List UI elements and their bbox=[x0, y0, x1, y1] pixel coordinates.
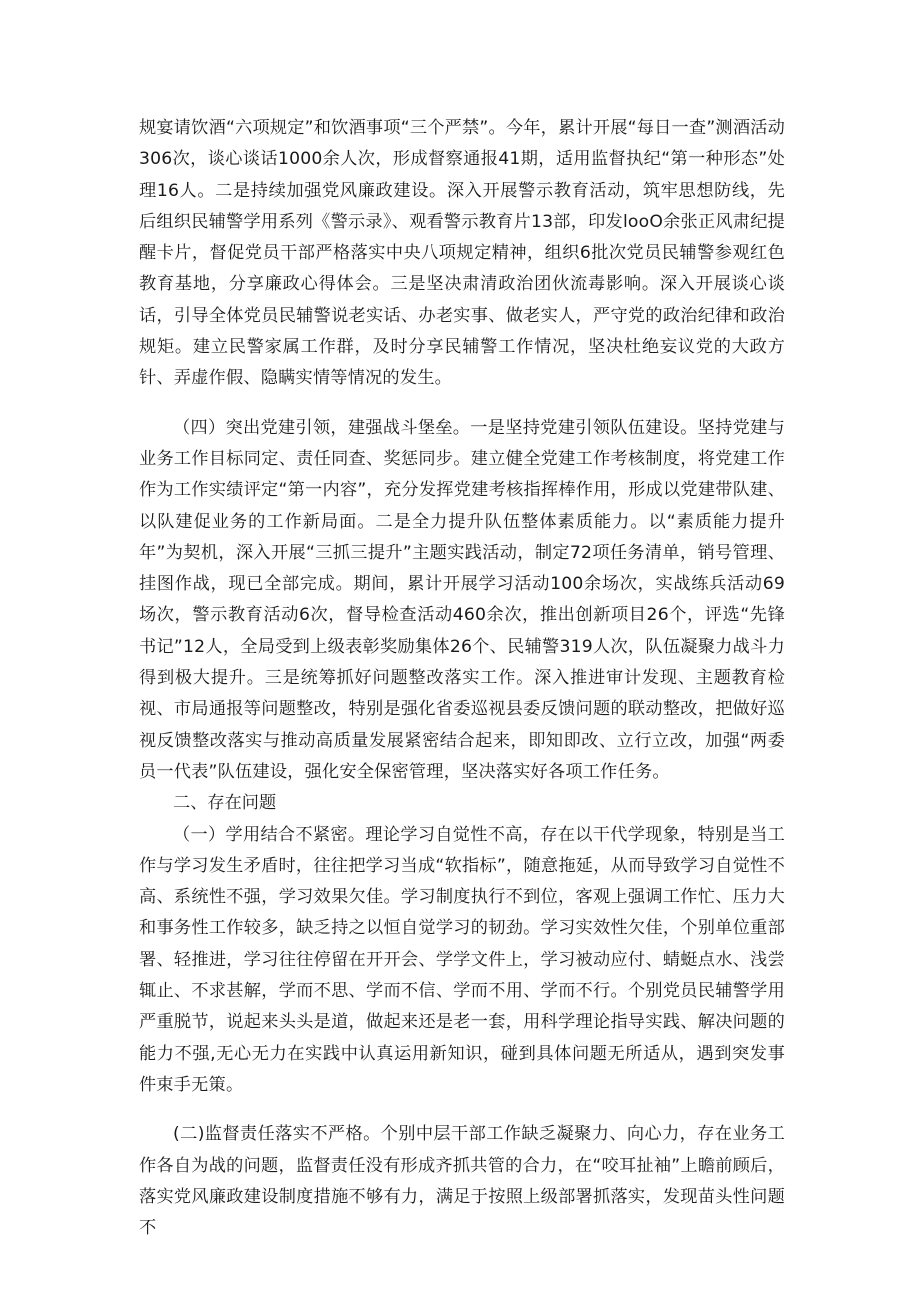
document-body bbox=[139, 113, 785, 1244]
paragraph-supervision-responsibility: (二)监督责任落实不严格。个别中层干部工作缺乏凝聚力、向心力，存在业务工作各自为战的问题，监督责任没有形成齐抓共管的合力，在“咬耳扯袖”上瞻前顾后，落实党风廉政建设制度措施不够有力，满足于按照上级部署抓落实，发现苗头性问题不 bbox=[139, 1124, 785, 1239]
paragraph-study-application: （一）学用结合不紧密。理论学习自觉性不高，存在以干代学现象，特别是当工作与学习发生矛盾时，往往把学习当成“软指标”，随意拖延，从而导致学习自觉性不高、系统性不强，学习效果欠佳。学习制度执行不到位，客观上强调工作忙、压力大和事务性工作较多，缺乏持之以恒自觉学习的韧劲。学习实效性欠佳，个别单位重部署、轻推进，学习往往停留在开开会、学学文件上，学习被动应付、蜻蜓点水、浅尝辄止、不求甚解，学而不思、学而不信、学而不用、学而不行。个别党员民辅警学用严重脱节，说起来头头是道，做起来还是老一套，用科学理论指导实践、解决问题的能力不强,无心无力在实践中认真运用新知识，碰到具体问题无所适从，遇到突发事件束手无策。 bbox=[139, 824, 785, 1095]
paragraph-party-building: （四）突出党建引领，建强战斗堡垒。一是坚持党建引领队伍建设。坚持党建与业务工作目标同定、责任同查、奖惩同步。建立健全党建工作考核制度，将党建工作作为工作实绩评定“第一内容”，充分发挥党建考核指挥棒作用，形成以党建带队建、以队建促业务的工作新局面。二是全力提升队伍整体素质能力。以“素质能力提升年”为契机，深入开展“三抓三提升”主题实践活动，制定72项任务清单，销号管理、挂图作战，现已全部完成。期间，累计开展学习活动100余场次，实战练兵活动69场次，警示教育活动6次，督导检查活动460余次，推出创新项目26个，评选“先锋书记”12人，全局受到上级表彰奖励集体26个、民辅警319人次，队伍凝聚力战斗力得到极大提升。三是统筹抓好问题整改落实工作。深入推进审计发现、主题教育检视、市局通报等问题整改，特别是强化省委巡视县委反馈问题的联动整改，把做好巡视反馈整改落实与推动高质量发展紧密结合起来，即知即改、立行立改，加强“两委员一代表”队伍建设，强化安全保密管理，坚决落实好各项工作任务。 bbox=[139, 417, 785, 782]
section-heading-problems: 二、存在问题 bbox=[173, 793, 277, 814]
paragraph-discipline-continued: 规宴请饮酒“六项规定”和饮酒事项“三个严禁”。今年，累计开展“每日一查”测酒活动306次，谈心谈话1000余人次，形成督察通报41期，适用监督执纪“第一种形态”处理16人。二是持续加强党风廉政建设。深入开展警示教育活动，筑牢思想防线，先后组织民辅警学用系列《警示录》、观看警示教育片13部，印发looO余张正风肃纪提醒卡片，督促党员干部严格落实中央八项规定精神，组织6批次党员民辅警参观红色教育基地，分享廉政心得体会。三是坚决肃清政治团伙流毒影响。深入开展谈心谈话，引导全体党员民辅警说老实话、办老实事、做老实人，严守党的政治纪律和政治规矩。建立民警家属工作群，及时分享民辅警工作情况，坚决杜绝妄议党的大政方针、弄虚作假、隐瞒实情等情况的发生。 bbox=[139, 118, 785, 389]
